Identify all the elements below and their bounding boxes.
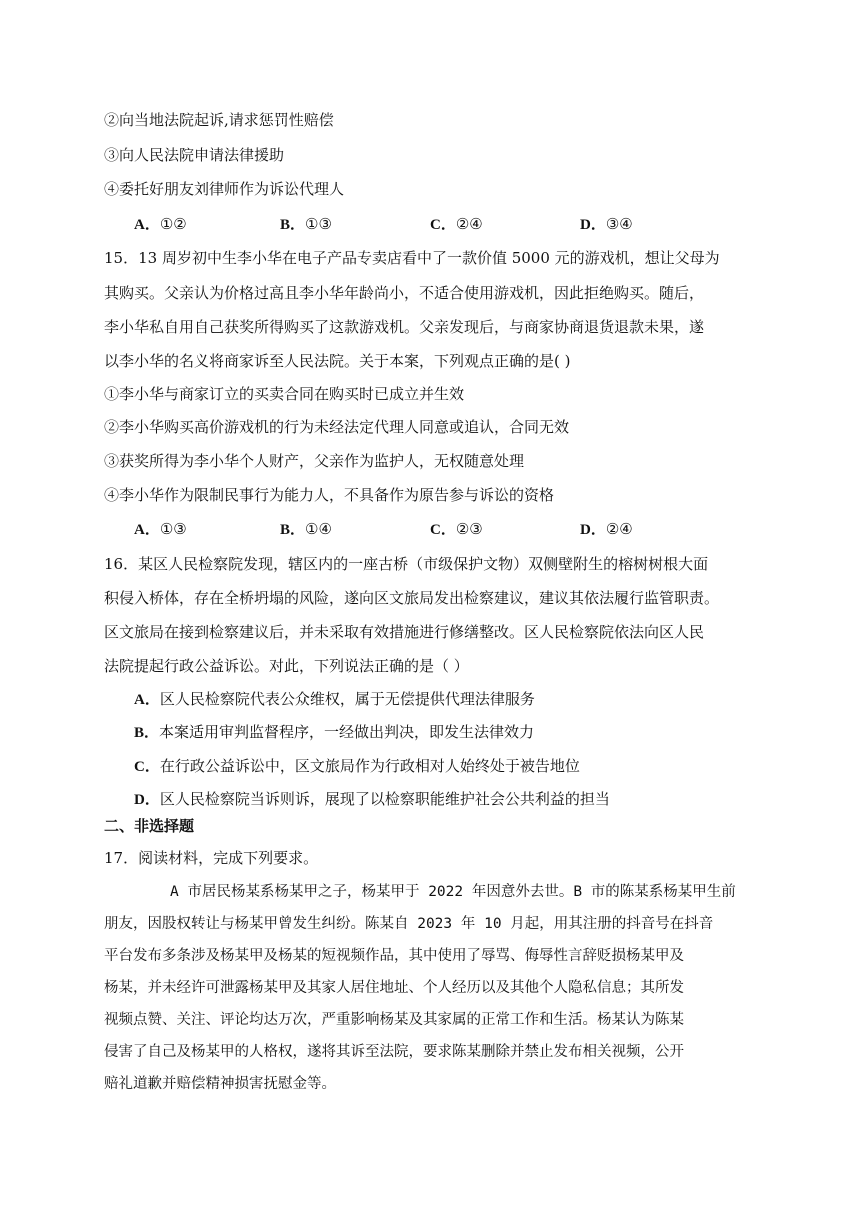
q14-option-d xyxy=(580,214,633,235)
q15-stem-line-2: 其购买。父亲认为价格过高且李小华年龄尚小，不适合使用游戏机，因此拒绝购买。随后， xyxy=(104,284,705,302)
q15-item-2: ②李小华购买高价游戏机的行为未经法定代理人同意或追认，合同无效 xyxy=(104,418,570,436)
q16-stem-line-4: 法院提起行政公益诉讼。对此，下列说法正确的是（ ） xyxy=(104,657,469,675)
option-text: ②④ xyxy=(605,520,633,538)
q17-material-line-4: 杨某，并未经许可泄露杨某甲及其家人居住地址、个人经历以及其他个人隐私信息；其所发 xyxy=(104,980,684,996)
q15-item-4: ④李小华作为限制民事行为能力人，不具备作为原告参与诉讼的资格 xyxy=(104,486,555,504)
q14-option-b xyxy=(280,214,332,235)
option-text: 本案适用审判监督程序，一经做出判决，即发生法律效力 xyxy=(159,723,535,741)
option-letter: B． xyxy=(134,725,160,741)
q14-option-c xyxy=(430,214,483,235)
option-text: ①③ xyxy=(305,215,332,233)
option-letter: A． xyxy=(134,522,160,538)
option-text: ①④ xyxy=(305,520,332,538)
option-text: ②④ xyxy=(455,215,483,233)
option-text: ③④ xyxy=(605,215,633,233)
section-title: 二、非选择题 xyxy=(104,817,195,835)
option-text: 区人民检察院当诉则诉，展现了以检察职能维护社会公共利益的担当 xyxy=(159,790,610,808)
q17-material-line-7: 赔礼道歉并赔偿精神损害抚慰金等。 xyxy=(104,1076,336,1092)
option-text: ①② xyxy=(159,215,187,233)
q15-option-c xyxy=(430,519,483,540)
q16-option-b xyxy=(134,722,534,743)
q16-stem-line-3: 区文旅局在接到检察建议后，并未采取有效措施进行修缮整改。区人民检察院依法向区人民 xyxy=(104,623,705,641)
q17-material-line-1: A 市居民杨某系杨某甲之子，杨某甲于 2022 年因意外去世。B 市的陈某系杨某甲生前 xyxy=(170,884,736,900)
option-letter: D． xyxy=(580,217,606,233)
option-text: 区人民检察院代表公众维权，属于无偿提供代理法律服务 xyxy=(159,690,535,708)
q15-stem-line-1: 15．13 周岁初中生李小华在电子产品专卖店看中了一款价值 5000 元的游戏机，想让父母为 xyxy=(104,249,720,267)
q15-option-b xyxy=(280,519,332,540)
q15-item-1: ①李小华与商家订立的买卖合同在购买时已成立并生效 xyxy=(104,385,465,403)
q16-stem-line-2: 积侵入桥体，存在全桥坍塌的风险，遂向区文旅局发出检察建议，建议其依法履行监管职责。 xyxy=(104,589,720,607)
option-letter: A． xyxy=(134,217,160,233)
q15-item-3: ③获奖所得为李小华个人财产，父亲作为监护人，无权随意处理 xyxy=(104,452,525,470)
q15-stem-line-3: 李小华私自用自己获奖所得购买了这款游戏机。父亲发现后，与商家协商退货退款未果，遂 xyxy=(104,318,705,336)
q17-material-line-6: 侵害了自己及杨某甲的人格权，遂将其诉至法院，要求陈某删除并禁止发布相关视频，公开 xyxy=(104,1044,684,1060)
option-text: ②③ xyxy=(455,520,483,538)
q17-material-line-3: 平台发布多条涉及杨某甲及杨某的短视频作品，其中使用了辱骂、侮辱性言辞贬损杨某甲及 xyxy=(104,948,684,964)
option-letter: B． xyxy=(280,522,306,538)
option-text: ①③ xyxy=(159,520,187,538)
q14-option-a xyxy=(134,214,187,235)
option-letter: D． xyxy=(134,792,160,808)
q17-stem: 17．阅读材料，完成下列要求。 xyxy=(104,849,319,867)
q14-item-3: ③向人民法院申请法律援助 xyxy=(104,146,285,164)
option-letter: C． xyxy=(134,759,160,775)
q16-stem-line-1: 16．某区人民检察院发现，辖区内的一座古桥（市级保护文物）双侧壁附生的榕树树根大面 xyxy=(104,555,709,573)
q17-material-line-2: 朋友，因股权转让与杨某甲曾发生纠纷。陈某自 2023 年 10 月起，用其注册的抖音号在抖音 xyxy=(104,916,714,932)
option-letter: B． xyxy=(280,217,306,233)
option-letter: C． xyxy=(430,217,456,233)
option-text: 在行政公益诉讼中，区文旅局作为行政相对人始终处于被告地位 xyxy=(159,757,580,775)
q16-option-c xyxy=(134,756,580,777)
q15-option-d xyxy=(580,519,633,540)
q16-option-a xyxy=(134,689,535,710)
option-letter: D． xyxy=(580,522,606,538)
q16-option-d xyxy=(134,789,610,810)
option-letter: C． xyxy=(430,522,456,538)
q15-option-a xyxy=(134,519,187,540)
q17-material-line-5: 视频点赞、关注、评论均达万次，严重影响杨某及其家属的正常工作和生活。杨某认为陈某 xyxy=(104,1012,684,1028)
q14-item-2: ②向当地法院起诉,请求惩罚性赔偿 xyxy=(104,111,334,129)
option-letter: A． xyxy=(134,692,160,708)
q14-item-4: ④委托好朋友刘律师作为诉讼代理人 xyxy=(104,180,345,198)
q15-stem-line-4: 以李小华的名义将商家诉至人民法院。关于本案，下列观点正确的是( ) xyxy=(104,352,571,370)
